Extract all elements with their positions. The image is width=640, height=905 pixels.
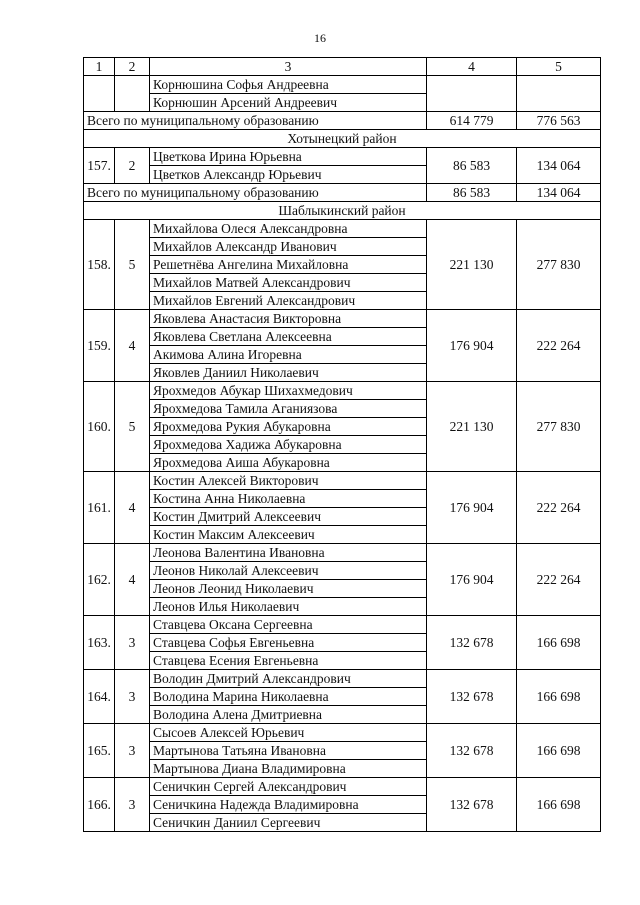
amount-col4: [427, 76, 517, 112]
member-name: Решетнёва Ангелина Михайловна: [150, 256, 427, 274]
section-title: Хотынецкий район: [84, 130, 601, 148]
amount-col5: 222 264: [517, 544, 601, 616]
row-number: 157.: [84, 148, 115, 184]
member-name: Ставцева Оксана Сергеевна: [150, 616, 427, 634]
member-name: Михайлов Александр Иванович: [150, 238, 427, 256]
table-row: [84, 544, 601, 562]
amount-col4: 132 678: [427, 616, 517, 670]
amount-col5: 277 830: [517, 382, 601, 472]
member-name: Володина Марина Николаевна: [150, 688, 427, 706]
amount-col5: 222 264: [517, 310, 601, 382]
table-row: [84, 778, 601, 796]
member-name: Михайлов Евгений Александрович: [150, 292, 427, 310]
amount-col4: 132 678: [427, 670, 517, 724]
row-number: 164.: [84, 670, 115, 724]
member-name: Ярохмедова Тамила Аганиязова: [150, 400, 427, 418]
row-number: 162.: [84, 544, 115, 616]
member-count: 5: [115, 220, 150, 310]
column-header: 2: [115, 58, 150, 76]
member-name: Володина Алена Дмитриевна: [150, 706, 427, 724]
row-number: 165.: [84, 724, 115, 778]
table-row: [84, 472, 601, 490]
member-name: Цветков Александр Юрьевич: [150, 166, 427, 184]
table-row: [84, 310, 601, 328]
member-name: Леонов Леонид Николаевич: [150, 580, 427, 598]
member-name: Сеничкин Даниил Сергеевич: [150, 814, 427, 832]
amount-col5: 222 264: [517, 472, 601, 544]
table-row: [84, 76, 601, 94]
member-count: 4: [115, 544, 150, 616]
amount-col5: 134 064: [517, 148, 601, 184]
table-row: [84, 220, 601, 238]
member-name: Володин Дмитрий Александрович: [150, 670, 427, 688]
row-number: 161.: [84, 472, 115, 544]
total-row: [84, 184, 601, 202]
member-name: Корнюшин Арсений Андреевич: [150, 94, 427, 112]
amount-col5: 166 698: [517, 670, 601, 724]
member-name: Сеничкин Сергей Александрович: [150, 778, 427, 796]
total-row: [84, 112, 601, 130]
member-count: 5: [115, 382, 150, 472]
amount-col4: 176 904: [427, 472, 517, 544]
amount-col4: 86 583: [427, 148, 517, 184]
amount-col5: 166 698: [517, 724, 601, 778]
member-name: Ставцева Софья Евгеньевна: [150, 634, 427, 652]
column-header-row: [84, 58, 601, 76]
section-header-row: [84, 202, 601, 220]
member-name: Мартынова Диана Владимировна: [150, 760, 427, 778]
member-name: Ярохмедов Абукар Шихахмедович: [150, 382, 427, 400]
section-title: Шаблыкинский район: [84, 202, 601, 220]
member-name: Яковлева Анастасия Викторовна: [150, 310, 427, 328]
amount-col4: 176 904: [427, 310, 517, 382]
member-name: Костина Анна Николаевна: [150, 490, 427, 508]
page-number: 16: [314, 31, 326, 45]
member-count: 3: [115, 670, 150, 724]
member-name: Ставцева Есения Евгеньевна: [150, 652, 427, 670]
member-name: Михайлов Матвей Александрович: [150, 274, 427, 292]
total-label: Всего по муниципальному образованию: [84, 184, 427, 202]
member-name: Костин Дмитрий Алексеевич: [150, 508, 427, 526]
row-number: 166.: [84, 778, 115, 832]
row-number: [84, 76, 115, 112]
amount-col5: 166 698: [517, 778, 601, 832]
row-number: 159.: [84, 310, 115, 382]
member-name: Корнюшина Софья Андреевна: [150, 76, 427, 94]
member-name: Яковлев Даниил Николаевич: [150, 364, 427, 382]
member-name: Сысоев Алексей Юрьевич: [150, 724, 427, 742]
total-col4: 86 583: [427, 184, 517, 202]
total-col5: 776 563: [517, 112, 601, 130]
section-header-row: [84, 130, 601, 148]
member-name: Леонова Валентина Ивановна: [150, 544, 427, 562]
total-col4: 614 779: [427, 112, 517, 130]
amount-col4: 176 904: [427, 544, 517, 616]
member-count: [115, 76, 150, 112]
table-row: [84, 148, 601, 166]
row-number: 163.: [84, 616, 115, 670]
column-header: 1: [84, 58, 115, 76]
amount-col5: [517, 76, 601, 112]
member-name: Акимова Алина Игоревна: [150, 346, 427, 364]
member-name: Леонов Николай Алексеевич: [150, 562, 427, 580]
member-count: 3: [115, 778, 150, 832]
member-name: Михайлова Олеся Александровна: [150, 220, 427, 238]
member-name: Леонов Илья Николаевич: [150, 598, 427, 616]
amount-col5: 277 830: [517, 220, 601, 310]
row-number: 158.: [84, 220, 115, 310]
column-header: 4: [427, 58, 517, 76]
total-label: Всего по муниципальному образованию: [84, 112, 427, 130]
table-row: [84, 670, 601, 688]
column-header: 5: [517, 58, 601, 76]
table-row: [84, 382, 601, 400]
member-name: Костин Алексей Викторович: [150, 472, 427, 490]
member-name: Цветкова Ирина Юрьевна: [150, 148, 427, 166]
member-name: Мартынова Татьяна Ивановна: [150, 742, 427, 760]
member-count: 4: [115, 310, 150, 382]
member-name: Сеничкина Надежда Владимировна: [150, 796, 427, 814]
amount-col4: 132 678: [427, 724, 517, 778]
total-col5: 134 064: [517, 184, 601, 202]
row-number: 160.: [84, 382, 115, 472]
families-table: [83, 57, 601, 832]
table-row: [84, 616, 601, 634]
member-count: 4: [115, 472, 150, 544]
member-name: Ярохмедова Аиша Абукаровна: [150, 454, 427, 472]
member-name: Ярохмедова Рукия Абукаровна: [150, 418, 427, 436]
member-name: Ярохмедова Хадижа Абукаровна: [150, 436, 427, 454]
column-header: 3: [150, 58, 427, 76]
amount-col4: 221 130: [427, 382, 517, 472]
amount-col4: 221 130: [427, 220, 517, 310]
amount-col4: 132 678: [427, 778, 517, 832]
member-name: Костин Максим Алексеевич: [150, 526, 427, 544]
member-count: 3: [115, 724, 150, 778]
member-count: 2: [115, 148, 150, 184]
amount-col5: 166 698: [517, 616, 601, 670]
member-count: 3: [115, 616, 150, 670]
member-name: Яковлева Светлана Алексеевна: [150, 328, 427, 346]
table-row: [84, 724, 601, 742]
